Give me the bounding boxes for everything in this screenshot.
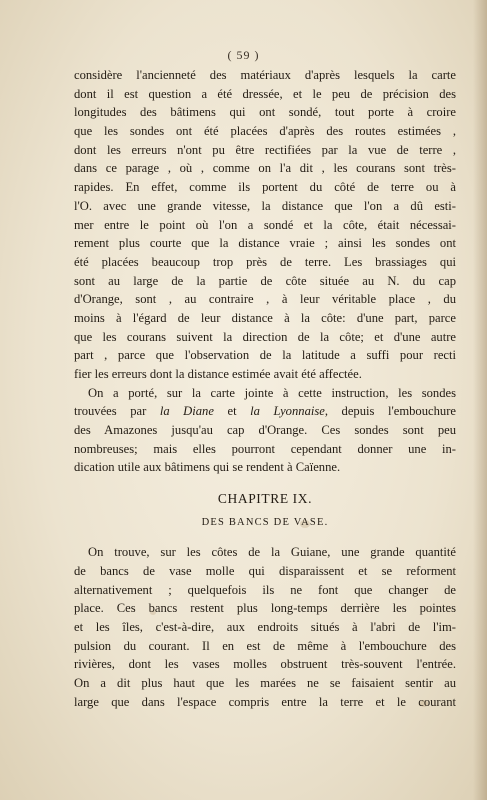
- text-line: dication utile aux bâtimens qui se rendent à Caïenne.: [74, 460, 341, 475]
- chapter-title: CHAPITRE IX.: [217, 491, 313, 507]
- text-line: fier les erreurs dont la distance estimée avait été affectée.: [74, 367, 362, 381]
- page-text: [74, 66, 456, 711]
- text-line: large que dans l'espace compris entre la terre et le courant: [74, 694, 456, 709]
- text-line: On trouve, sur les côtes de la Guiane, une grande quantité: [88, 545, 456, 560]
- text-line: sont au large de la partie de côte située au N. du cap: [74, 273, 456, 288]
- text-line: et les îles, c'est-à-dire, aux endroits situés à l'abri de l'im-: [74, 619, 456, 634]
- page-edge-shadow: [473, 0, 487, 800]
- text-line: que les sondes ont été placées d'après des routes estimées ,: [74, 124, 456, 139]
- text-line: On a dit plus haut que les marées ne se faisaient sentir au: [74, 675, 456, 690]
- text-run: , depuis l'embouchure: [324, 404, 456, 419]
- text-line: [74, 402, 456, 421]
- text-line: alternativement ; quelquefois ils ne font que changer de: [74, 582, 456, 597]
- chapter-subtitle: DES BANCS DE VASE.: [201, 517, 329, 529]
- text-line: rapides. En effet, comme ils portent du côté de terre ou à: [74, 180, 456, 195]
- text-line: été placées beaucoup trop près de terre. Les brassiages qui: [74, 254, 456, 269]
- text-line: dont il est question a été dressée, et le peu de précision des: [74, 86, 456, 101]
- text-line: pulsion du courant. Il en est de même à l'embouchure des: [74, 638, 456, 653]
- text-line: dont les erreurs n'ont pu être rectifiées par la vue de terre ,: [74, 142, 456, 157]
- text-line: nombreuses; mais elles pourront cependant donner une in-: [74, 441, 456, 456]
- text-line: de bancs de vase molle qui disparaissent et se reforment: [74, 563, 456, 578]
- text-line: rivières, dont les vases molles obstruent très-souvent l'entrée.: [74, 657, 456, 672]
- text-line: On a porté, sur la carte jointe à cette instruction, les sondes: [88, 385, 456, 400]
- text-line: moins à l'égard de leur distance à la côte: d'une part, parce: [74, 310, 456, 325]
- text-line: des Amazones jusqu'au cap d'Orange. Ces sondes sont peu: [74, 423, 456, 438]
- text-line: l'O. avec une grande vitesse, la distance que l'on a dû esti-: [74, 198, 456, 213]
- text-line: d'Orange, sont , au contraire , à leur véritable place , du: [74, 292, 456, 307]
- paragraph-3: [74, 543, 456, 711]
- text-line: considère l'ancienneté des matériaux d'après lesquels la carte: [74, 68, 456, 82]
- text-line: part , parce que l'observation de la latitude a suffi pour recti: [74, 348, 456, 363]
- text-line: que les courans suivent la direction de la côte; et d'une autre: [74, 329, 456, 344]
- text-line: longitudes des bâtimens qui ont sondé, tout porte à croire: [74, 105, 456, 120]
- page-number: ( 59 ): [227, 48, 260, 62]
- text-line: mer entre le point où l'on a sondé et la côte, était nécessai-: [74, 217, 456, 232]
- text-run: trouvées par: [74, 404, 160, 419]
- text-line: rement plus courte que la distance vraie ; ainsi les sondes ont: [74, 236, 456, 251]
- paragraph-1: [74, 66, 456, 384]
- ship-name-diane: la Diane: [159, 404, 214, 419]
- ship-name-lyonnaise: la Lyonnaise: [250, 404, 325, 419]
- text-run: et: [213, 404, 251, 419]
- text-line: place. Ces bancs restent plus long-temps derrière les pointes: [74, 601, 456, 616]
- text-line: dans ce parage , où , comme on l'a dit , les courans sont très-: [74, 161, 456, 176]
- paragraph-2: [74, 384, 456, 477]
